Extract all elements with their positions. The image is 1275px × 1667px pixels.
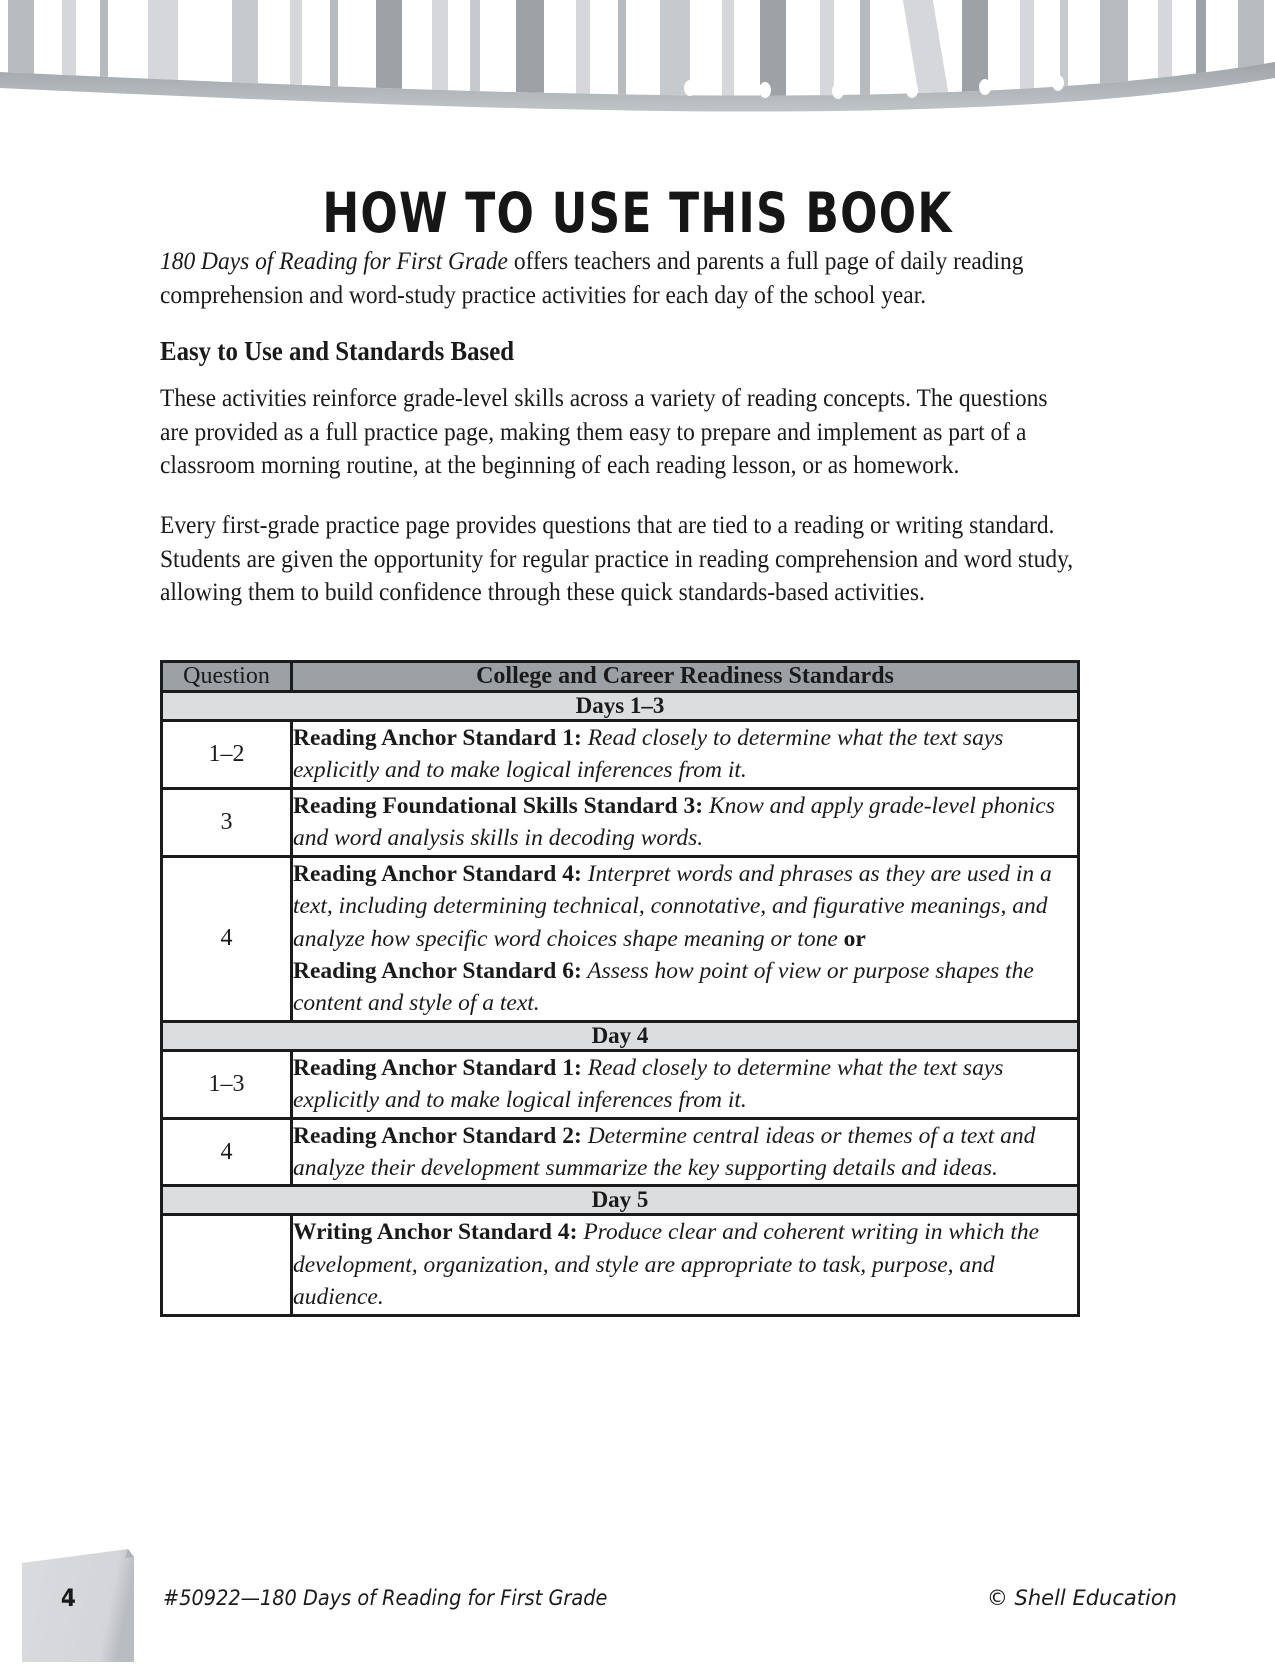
question-number: 3	[162, 788, 292, 856]
section-band-day-5	[162, 1186, 1079, 1215]
section-paragraph-1: These activities reinforce grade-level skills across a variety of reading concepts. The questions are provided as a full practice page, making them easy to prepare and implement as part of a classroom morning routine, at the beginning of each reading lesson, or as homework.	[160, 383, 1048, 480]
standard-label: Reading Anchor Standard 1:	[293, 725, 582, 751]
footer-right-copyright: © Shell Education	[986, 1586, 1177, 1610]
standard-cell	[292, 721, 1079, 789]
question-number: 1–2	[162, 721, 292, 789]
page-title: HOW TO USE THIS BOOK	[322, 180, 953, 245]
standard-cell	[292, 1050, 1079, 1118]
standard-description: Determine central ideas or themes of a text and analyze their development summarize the key supporting details and ideas.	[293, 1122, 1036, 1182]
table-row	[162, 1118, 1079, 1186]
table-row	[162, 1050, 1079, 1118]
standard-label: Reading Anchor Standard 4:	[293, 860, 582, 887]
section-paragraph-2: Every first-grade practice page provides questions that are tied to a reading or writing standard. Students are given the opportunity for regular practice in reading comprehension and word study, allowing them to build confidence through these quick standards-based activities.	[160, 510, 1074, 607]
column-header-question: Question	[162, 662, 292, 692]
standard-description: Read closely to determine what the text says explicitly and to make logical inferences from it.	[293, 1054, 1004, 1114]
standard-label: Reading Foundational Skills Standard 3:	[293, 792, 704, 819]
standard-label: Reading Anchor Standard 1:	[293, 1054, 582, 1081]
section-band-days-1-3	[162, 692, 1079, 721]
band-label-days-1-3: Days 1–3	[162, 692, 1079, 721]
standard-description: Know and apply grade-level phonics and word analysis skills in decoding words.	[293, 792, 1055, 852]
standard-label-secondary: Reading Anchor Standard 6:	[293, 957, 582, 984]
table-row	[162, 1215, 1079, 1315]
standard-cell	[292, 856, 1079, 1021]
table-row	[162, 788, 1079, 856]
band-label-day-4: Day 4	[162, 1021, 1079, 1050]
question-number	[162, 1215, 292, 1315]
intro-paragraph-rest: offers teachers and parents a full page of daily reading comprehension and word-study practice activities for each day of the school year.	[160, 246, 1024, 309]
question-number: 4	[162, 856, 292, 1021]
article-body	[160, 244, 1080, 635]
question-number: 4	[162, 1118, 292, 1186]
table-row	[162, 856, 1079, 1021]
standard-label: Reading Anchor Standard 2:	[293, 1122, 582, 1149]
intro-paragraph	[160, 244, 1080, 311]
section-band-day-4	[162, 1021, 1079, 1050]
decorative-header-banner	[0, 0, 1275, 115]
standard-cell	[292, 1215, 1079, 1315]
standard-description: Produce clear and coherent writing in which the development, organization, and style are appropriate to task, purpose, and audience.	[293, 1219, 1040, 1311]
standard-description-secondary: Assess how point of view or purpose shapes the content and style of a text.	[293, 957, 1034, 1017]
standard-cell	[292, 788, 1079, 856]
table-header-row	[162, 662, 1079, 692]
standard-label: Writing Anchor Standard 4:	[293, 1219, 578, 1246]
band-label-day-5: Day 5	[162, 1186, 1079, 1215]
table-row	[162, 721, 1079, 789]
page-number-tab	[22, 1549, 146, 1662]
standards-table	[160, 660, 1080, 1317]
footer-left-text: #50922—180 Days of Reading for First Grade	[163, 1586, 608, 1610]
book-title-italic: 180 Days of Reading for First Grade	[160, 246, 508, 275]
page-number: 4	[60, 1584, 76, 1612]
standard-cell	[292, 1118, 1079, 1186]
standard-or-connector: or	[843, 925, 866, 952]
section-heading: Easy to Use and Standards Based	[160, 336, 515, 367]
standard-description: Interpret words and phrases as they are used in a text, including determining technical, connotative, and figurative meanings, and analyze how specific word choices shape meaning or tone	[293, 860, 1052, 952]
column-header-standards: College and Career Readiness Standards	[292, 662, 1079, 692]
standard-description: Read closely to determine what the text says explicitly and to make logical inferences from it.	[293, 725, 1004, 784]
question-number: 1–3	[162, 1050, 292, 1118]
